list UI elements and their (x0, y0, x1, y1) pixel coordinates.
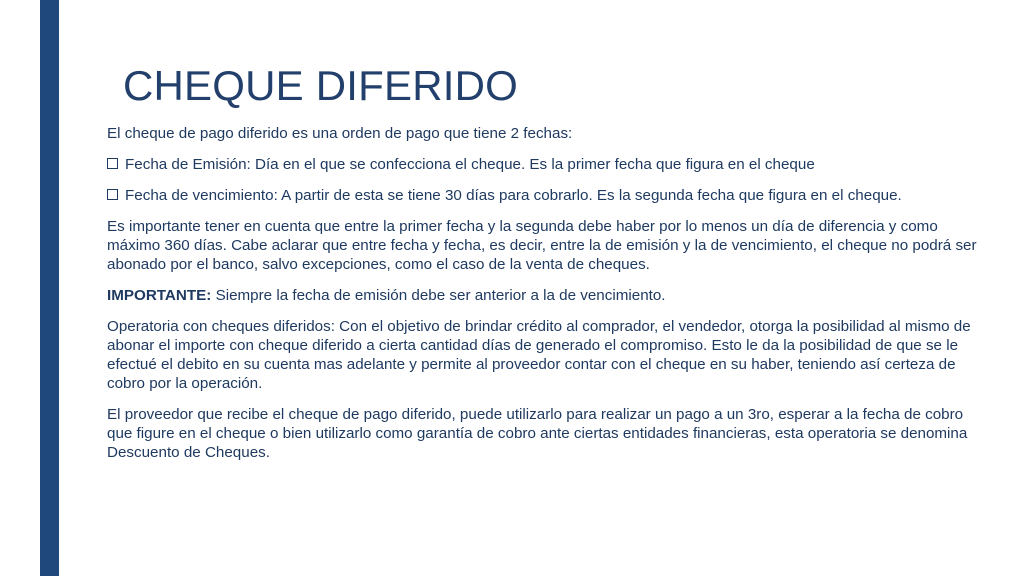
slide-body (107, 124, 987, 474)
bullet-item (107, 186, 987, 205)
operatoria-paragraph: Operatoria con cheques diferidos: Con el objetivo de brindar crédito al comprador, el vendedor, otorga la posibilidad al mismo de abonar el importe con cheque diferido a cierta cantidad días de generado el compromiso. Esto le da la posibilidad de que se le efectué el debito en su cuenta mas adelante y permite al proveedor contar con el cheque en su haber, teniendo así certeza de cobro por la operación. (107, 318, 971, 392)
side-accent-bar (40, 0, 59, 576)
importance-paragraph: Es importante tener en cuenta que entre la primer fecha y la segunda debe haber por lo menos un día de diferencia y como máximo 360 días. Cabe aclarar que entre fecha y fecha, es decir, entre la de emisión y la de vencimiento, el cheque no podrá ser abonado por el banco, salvo excepciones, como el caso de la venta de cheques. (107, 218, 977, 273)
bullet-item (107, 155, 987, 174)
important-text: Siempre la fecha de emisión debe ser anterior a la de vencimiento. (211, 287, 666, 304)
checkbox-bullet-icon (107, 189, 118, 200)
important-note (107, 286, 987, 305)
proveedor-paragraph: El proveedor que recibe el cheque de pago diferido, puede utilizarlo para realizar un pago a un 3ro, esperar a la fecha de cobro que figure en el cheque o bien utilizarlo como garantía de cobro ante ciertas entidades financieras, esta operatoria se denomina Descuento de Cheques. (107, 406, 968, 461)
intro-paragraph: El cheque de pago diferido es una orden de pago que tiene 2 fechas: (107, 125, 573, 142)
checkbox-bullet-icon (107, 158, 118, 169)
bullet-text: Fecha de vencimiento: A partir de esta se tiene 30 días para cobrarlo. Es la segunda fecha que figura en el cheque. (125, 187, 902, 204)
important-label: IMPORTANTE: (107, 287, 212, 304)
slide-title: CHEQUE DIFERIDO (123, 62, 519, 109)
bullet-text: Fecha de Emisión: Día en el que se confecciona el cheque. Es la primer fecha que figura en el cheque (125, 156, 815, 173)
